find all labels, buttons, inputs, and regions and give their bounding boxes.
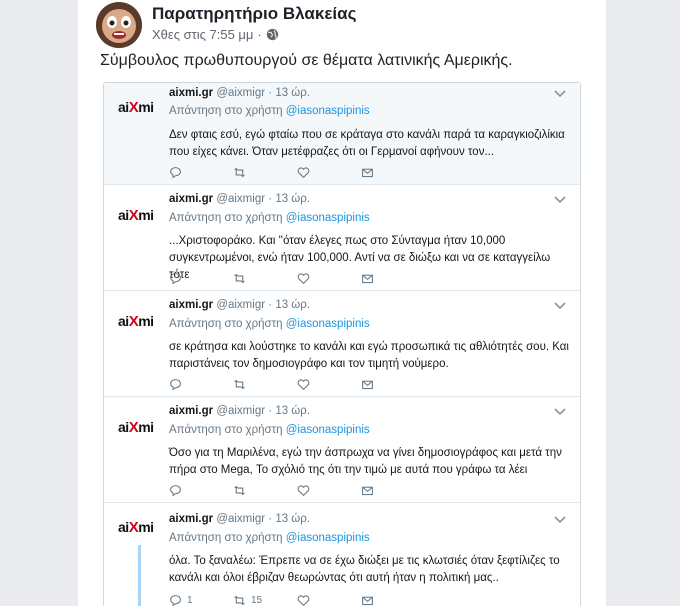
meta-separator: · [257, 27, 262, 42]
tweet-header: aixmi.gr @aixmigr · 13 ώρ. [169, 405, 311, 417]
tweet-handle[interactable]: @aixmigr [216, 299, 266, 311]
heart-icon [297, 166, 310, 179]
post-meta [152, 27, 279, 42]
reply-icon [169, 594, 182, 606]
aixmi-logo: aiXmi [118, 519, 154, 536]
reply-context: Απάντηση στο χρήστη @iasonaspipinis [169, 318, 370, 330]
aixmi-logo: aiXmi [118, 99, 154, 116]
chevron-down-icon[interactable] [554, 196, 566, 204]
heart-icon [297, 378, 310, 391]
tweet-header: aixmi.gr @aixmigr · 13 ώρ. [169, 513, 311, 525]
mention-link[interactable]: @iasonaspipinis [285, 105, 370, 117]
tweet-actions [169, 271, 425, 285]
retweet-button[interactable] [233, 166, 297, 179]
reply-context: Απάντηση στο χρήστη @iasonaspipinis [169, 532, 370, 544]
reply-button[interactable] [169, 166, 233, 179]
retweet-icon [233, 166, 246, 179]
heart-icon [297, 594, 310, 606]
facebook-post-card [78, 0, 606, 606]
tweet-actions [169, 377, 425, 391]
tweet-time[interactable]: 13 ώρ. [275, 193, 311, 205]
like-button[interactable] [297, 272, 361, 285]
post-text: Σύμβουλος πρωθυπουργού σε θέματα λατινικής Αμερικής. [100, 52, 513, 69]
retweet-icon [233, 272, 246, 285]
tweet-time[interactable]: 13 ώρ. [275, 513, 311, 525]
tweet-text: Δεν φταις εσύ, εγώ φταίω που σε κράταγα στο κανάλι παρά τα καραγκιοζιλίκια που είχες κάνει. Όταν μετέφραζες ότι οι Γερμανοί αφήνουν τον... [169, 129, 565, 158]
retweet-icon [233, 378, 246, 391]
heart-icon [297, 484, 310, 497]
tweet[interactable] [104, 503, 580, 606]
chevron-down-icon[interactable] [554, 90, 566, 98]
retweet-button[interactable] [233, 272, 297, 285]
retweet-button[interactable] [233, 378, 297, 391]
tweet-text: όλα. Το ξαναλέω: Έπρεπε να σε έχω διώξει με τις κλωτσιές όταν ξεφτίλιζες το κανάλι και όλοι έβριζαν θεωρώντας ότι αυτή ήταν η πολιτική μας.. [169, 555, 560, 584]
tweet-header: aixmi.gr @aixmigr · 13 ώρ. [169, 87, 311, 99]
tweet-actions [169, 165, 425, 179]
envelope-icon [361, 594, 374, 606]
retweet-icon [233, 594, 246, 606]
tweet-time[interactable]: 13 ώρ. [275, 87, 311, 99]
tweet-handle[interactable]: @aixmigr [216, 193, 266, 205]
reply-icon [169, 166, 182, 179]
tweet-actions [169, 483, 425, 497]
like-button[interactable] [297, 484, 361, 497]
reply-icon [169, 484, 182, 497]
reply-button[interactable] [169, 378, 233, 391]
tweet-text: Όσο για τη Μαριλένα, εγώ την άσπρωχα να γίνει δημοσιογράφος και μετά την πήρα στο Mega, Το σχόλιό της ότι την τιμώ με αυτά που γράφω τα λέει [169, 447, 562, 476]
mention-link[interactable]: @iasonaspipinis [285, 212, 370, 224]
chevron-down-icon[interactable] [554, 302, 566, 310]
chevron-down-icon[interactable] [554, 408, 566, 416]
post-timestamp[interactable]: Χθες στις 7:55 μμ [152, 27, 254, 42]
message-button[interactable] [361, 484, 425, 497]
reply-context: Απάντηση στο χρήστη @iasonaspipinis [169, 105, 370, 117]
reply-icon [169, 272, 182, 285]
reply-context: Απάντηση στο χρήστη @iasonaspipinis [169, 212, 370, 224]
tweet-text: σε κράτησα και λούστηκε το κανάλι και εγώ προσωπικά τις αθλιότητές σου. Και παριστάνεις τον δημοσιογράφο και τον τιμητή νούμερο. [169, 341, 569, 370]
page-name[interactable]: Παρατηρητήριο Βλακείας [152, 4, 357, 23]
reply-button[interactable] [169, 272, 233, 285]
chevron-down-icon[interactable] [554, 516, 566, 524]
mention-link[interactable]: @iasonaspipinis [285, 424, 370, 436]
mention-link[interactable]: @iasonaspipinis [285, 318, 370, 330]
like-button[interactable] [297, 166, 361, 179]
like-button[interactable] [297, 594, 361, 606]
aixmi-logo: aiXmi [118, 419, 154, 436]
tweet-actions [169, 593, 425, 606]
like-button[interactable] [297, 378, 361, 391]
retweet-count: 15 [251, 594, 263, 606]
reply-count: 1 [187, 594, 193, 606]
envelope-icon [361, 378, 374, 391]
thread-connector [138, 545, 141, 606]
tweet-handle[interactable]: @aixmigr [216, 405, 266, 417]
envelope-icon [361, 166, 374, 179]
message-button[interactable] [361, 166, 425, 179]
globe-icon[interactable] [266, 28, 279, 41]
mention-link[interactable]: @iasonaspipinis [285, 532, 370, 544]
message-button[interactable] [361, 378, 425, 391]
tweet-author-name[interactable]: aixmi.gr [169, 87, 214, 99]
tweet-time[interactable]: 13 ώρ. [275, 299, 311, 311]
retweet-button[interactable] [233, 594, 297, 606]
tweet-header: aixmi.gr @aixmigr · 13 ώρ. [169, 299, 311, 311]
aixmi-logo: aiXmi [118, 313, 154, 330]
tweet[interactable] [104, 291, 580, 397]
tweet-handle[interactable]: @aixmigr [216, 87, 266, 99]
reply-icon [169, 378, 182, 391]
avatar[interactable] [96, 2, 142, 48]
tweet[interactable] [104, 83, 580, 185]
message-button[interactable] [361, 272, 425, 285]
reply-button[interactable] [169, 484, 233, 497]
tweet-header: aixmi.gr @aixmigr · 13 ώρ. [169, 193, 311, 205]
embedded-tweets-screenshot [103, 82, 581, 606]
aixmi-logo: aiXmi [118, 207, 154, 224]
tweet-time[interactable]: 13 ώρ. [275, 405, 311, 417]
tweet[interactable] [104, 185, 580, 291]
reply-context: Απάντηση στο χρήστη @iasonaspipinis [169, 424, 370, 436]
retweet-button[interactable] [233, 484, 297, 497]
tweet-author-name[interactable]: aixmi.gr [169, 513, 214, 525]
message-button[interactable] [361, 594, 425, 606]
tweet-author-name[interactable]: aixmi.gr [169, 193, 214, 205]
heart-icon [297, 272, 310, 285]
tweet-author-name[interactable]: aixmi.gr [169, 299, 214, 311]
retweet-icon [233, 484, 246, 497]
envelope-icon [361, 272, 374, 285]
tweet-handle[interactable]: @aixmigr [216, 513, 266, 525]
tweet[interactable] [104, 397, 580, 503]
reply-button[interactable] [169, 594, 233, 606]
tweet-text: ...Χριστοφοράκο. Και ''όταν έλεγες πως στο Σύνταγμα ήταν 10,000 συγκεντρωμένοι, ενώ ήταν 100,000. Αντί να σε διώξω και να σε καταγγείλω τότε [169, 235, 551, 281]
tweet-author-name[interactable]: aixmi.gr [169, 405, 214, 417]
envelope-icon [361, 484, 374, 497]
post-header [96, 2, 596, 48]
